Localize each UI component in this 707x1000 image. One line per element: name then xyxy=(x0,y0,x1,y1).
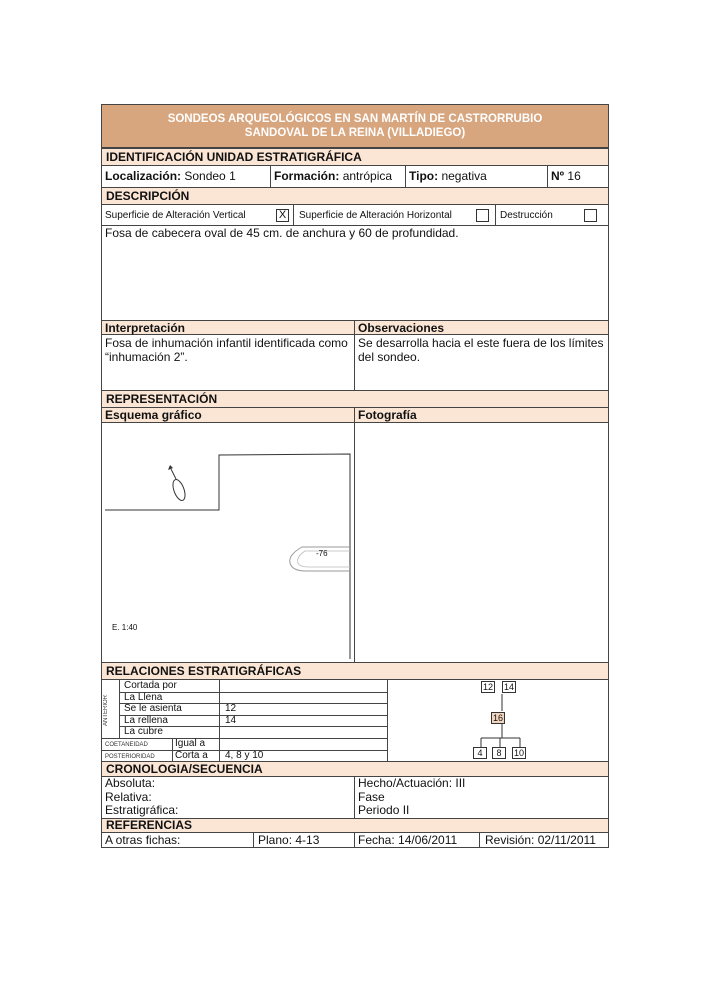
grave-ellipse xyxy=(171,478,188,502)
row-value: 12 xyxy=(225,703,237,714)
numero-field xyxy=(551,168,581,184)
row-label: Cortada por xyxy=(124,680,177,691)
numero-value: 16 xyxy=(567,169,581,183)
absoluta-label: Absoluta: xyxy=(105,776,156,790)
checkbox-vertical[interactable] xyxy=(276,208,289,222)
option-horizontal xyxy=(299,207,452,225)
archaeology-record-sheet xyxy=(101,104,609,848)
row-label: La Llena xyxy=(124,692,163,703)
cronologia-right xyxy=(358,777,465,818)
matrix-node-bottom: 10 xyxy=(513,748,524,758)
identificacion-title: IDENTIFICACIÓN UNIDAD ESTRATIGRÁFICA xyxy=(102,148,608,166)
checkbox-vertical-mark: X xyxy=(276,209,289,222)
tipo-value: negativa xyxy=(441,169,487,183)
corta-a-value: 4, 8 y 10 xyxy=(225,750,264,761)
fase-label: Fase xyxy=(358,789,385,804)
cronologia-title: CRONOLOGIA/SECUENCIA xyxy=(102,761,608,777)
otras-fichas-label: A otras fichas: xyxy=(105,833,181,847)
anterior-label: ANTERIOR xyxy=(103,694,109,726)
esquema-title: Esquema gráfico xyxy=(105,408,202,422)
localizacion-field xyxy=(105,168,236,184)
north-arrow-head xyxy=(168,465,173,470)
igual-a-label: Igual a xyxy=(175,738,206,749)
row-label: Se le asienta xyxy=(124,703,182,714)
fotografia-title: Fotografía xyxy=(358,408,417,422)
option-vertical-label: Superficie de Alteración Vertical xyxy=(105,210,246,221)
observaciones-title: Observaciones xyxy=(358,321,445,335)
coetaneidad-label: COETANEIDAD xyxy=(105,742,148,748)
matrix-node-top: 14 xyxy=(503,682,514,692)
matrix-node-center: 16 xyxy=(492,713,503,723)
matrix-node-bottom: 8 xyxy=(492,747,506,759)
numero-label: Nº xyxy=(551,169,565,183)
interpretacion-line-2: “inhumación 2”. xyxy=(105,350,188,364)
row-label: La cubre xyxy=(124,726,163,737)
interpretacion-title: Interpretación xyxy=(105,321,186,335)
interpretacion-text xyxy=(105,336,348,364)
posterioridad-label: POSTERIORIDAD xyxy=(105,754,155,760)
checkbox-destruccion[interactable] xyxy=(584,208,597,222)
interpretacion-line-1: Fosa de inhumación infantil identificada como xyxy=(105,336,348,350)
relaciones-title: RELACIONES ESTRATIGRÁFICAS xyxy=(102,662,608,680)
observaciones-line-2: del sondeo. xyxy=(358,350,421,364)
option-horizontal-label: Superficie de Alteración Horizontal xyxy=(299,210,452,221)
periodo-label: Periodo II xyxy=(358,803,410,817)
corta-a-label: Corta a xyxy=(175,750,208,761)
header-line-2: SANDOVAL DE LA REINA (VILLADIEGO) xyxy=(244,127,466,139)
relativa-label: Relativa: xyxy=(105,789,152,804)
formacion-label: Formación: xyxy=(274,169,340,183)
localizacion-value: Sondeo 1 xyxy=(184,169,236,183)
sheet-header xyxy=(102,105,608,148)
formacion-field xyxy=(274,168,392,184)
depth-label: -76 xyxy=(316,549,328,558)
header-line-1: SONDEOS ARQUEOLÓGICOS EN SAN MARTÍN DE CASTRORRUBIO xyxy=(167,113,543,125)
revision-label: Revisión: 02/11/2011 xyxy=(485,833,596,847)
referencias-title: REFERENCIAS xyxy=(102,818,608,833)
option-vertical xyxy=(105,207,246,225)
descripcion-title: DESCRIPCIÓN xyxy=(102,187,608,205)
row-label: La rellena xyxy=(124,715,168,726)
observaciones-line-1: Se desarrolla hacia el este fuera de los límites xyxy=(358,336,604,350)
row-value: 14 xyxy=(225,715,237,726)
formacion-value: antrópica xyxy=(342,169,393,183)
plano-label: Plano: 4-13 xyxy=(258,833,320,847)
fecha-label: Fecha: 14/06/2011 xyxy=(358,833,458,847)
option-destruccion xyxy=(500,207,553,225)
cronologia-left xyxy=(105,777,178,818)
matrix-node-top: 12 xyxy=(482,682,493,692)
scale-label: E. 1:40 xyxy=(112,623,138,632)
north-arrow xyxy=(171,469,176,479)
hecho-label: Hecho/Actuación: III xyxy=(358,776,466,790)
representacion-title: REPRESENTACIÓN xyxy=(102,390,608,408)
tipo-label: Tipo: xyxy=(409,169,439,183)
localizacion-label: Localización: xyxy=(105,169,182,183)
tipo-field xyxy=(409,168,487,184)
observaciones-text xyxy=(358,336,603,364)
descripcion-text: Fosa de cabecera oval de 45 cm. de anchura y 60 de profundidad. xyxy=(105,226,459,240)
estratigrafica-label: Estratigráfica: xyxy=(105,803,179,817)
option-destruccion-label: Destrucción xyxy=(500,210,553,221)
checkbox-horizontal[interactable] xyxy=(476,208,489,222)
esquema-drawing xyxy=(102,424,354,662)
trench-outline xyxy=(105,454,350,659)
matrix-node-bottom: 4 xyxy=(473,747,487,759)
